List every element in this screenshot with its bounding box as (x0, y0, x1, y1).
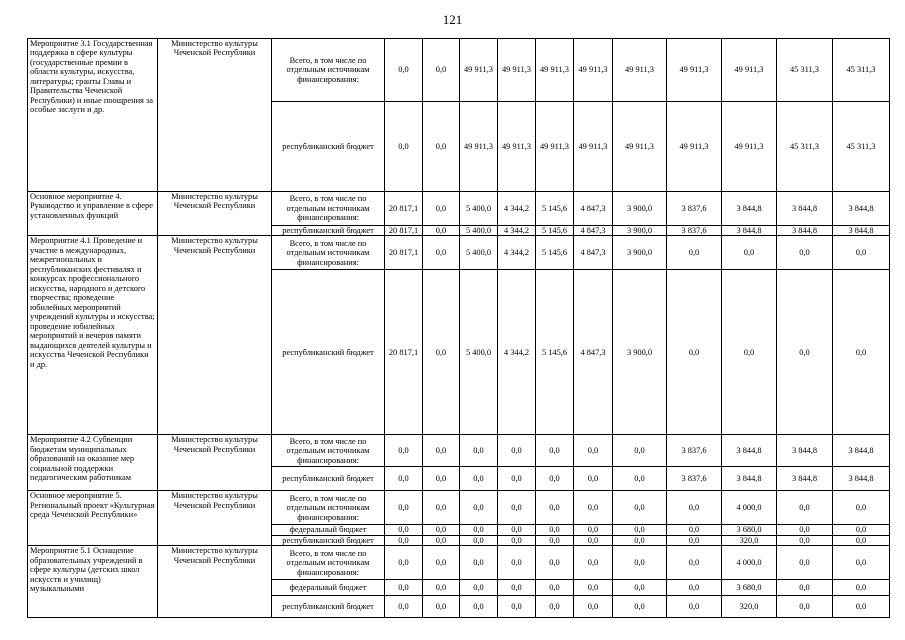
executor-cell: Министерство культуры Чеченской Республики (158, 435, 272, 491)
amount-cell: 0,0 (423, 226, 460, 236)
amount-cell: 49 911,3 (498, 102, 536, 192)
amount-cell: 0,0 (777, 546, 833, 580)
amount-cell: 20 817,1 (385, 236, 423, 270)
amount-cell: 3 844,8 (777, 192, 833, 226)
amount-cell: 5 400,0 (460, 270, 498, 435)
amount-cell: 3 844,8 (777, 226, 833, 236)
amount-cell: 0,0 (385, 546, 423, 580)
funding-source-cell: Всего, в том числе по отдельным источникам финансирования: (272, 546, 385, 580)
amount-cell: 0,0 (460, 596, 498, 618)
amount-cell: 0,0 (777, 270, 833, 435)
amount-cell: 0,0 (613, 546, 667, 580)
amount-cell: 4 000,0 (722, 546, 777, 580)
event-name-cell: Основное мероприятие 5. Региональный проект «Культурная среда Чеченской Республики» (28, 491, 158, 546)
amount-cell: 5 145,6 (536, 236, 574, 270)
amount-cell: 5 145,6 (536, 192, 574, 226)
amount-cell: 0,0 (385, 39, 423, 102)
amount-cell: 0,0 (460, 467, 498, 491)
amount-cell: 0,0 (423, 39, 460, 102)
amount-cell: 49 911,3 (667, 39, 722, 102)
amount-cell: 5 145,6 (536, 226, 574, 236)
amount-cell: 3 837,6 (667, 467, 722, 491)
amount-cell: 3 900,0 (613, 226, 667, 236)
table-row (28, 546, 890, 580)
amount-cell: 0,0 (498, 596, 536, 618)
amount-cell: 0,0 (574, 435, 613, 467)
amount-cell: 0,0 (667, 270, 722, 435)
amount-cell: 49 911,3 (574, 102, 613, 192)
amount-cell: 3 680,0 (722, 525, 777, 535)
executor-cell: Министерство культуры Чеченской Республики (158, 236, 272, 435)
page-number: 121 (442, 12, 463, 27)
funding-source-cell: Всего, в том числе по отдельным источникам финансирования: (272, 192, 385, 226)
amount-cell: 0,0 (777, 236, 833, 270)
funding-source-cell: федеральный бюджет (272, 525, 385, 535)
amount-cell: 20 817,1 (385, 226, 423, 236)
amount-cell: 0,0 (423, 236, 460, 270)
amount-cell: 49 911,3 (667, 102, 722, 192)
amount-cell: 3 844,8 (833, 435, 890, 467)
amount-cell: 4 344,2 (498, 226, 536, 236)
amount-cell: 4 847,3 (574, 226, 613, 236)
amount-cell: 5 400,0 (460, 226, 498, 236)
amount-cell: 49 911,3 (498, 39, 536, 102)
funding-source-cell: республиканский бюджет (272, 467, 385, 491)
budget-table (27, 38, 890, 618)
funding-source-cell: Всего, в том числе по отдельным источникам финансирования: (272, 39, 385, 102)
amount-cell: 0,0 (423, 535, 460, 545)
amount-cell: 3 837,6 (667, 435, 722, 467)
funding-source-cell: республиканский бюджет (272, 596, 385, 618)
amount-cell: 5 400,0 (460, 236, 498, 270)
amount-cell: 0,0 (498, 546, 536, 580)
amount-cell: 0,0 (667, 535, 722, 545)
amount-cell: 0,0 (498, 535, 536, 545)
amount-cell: 4 344,2 (498, 270, 536, 435)
amount-cell: 0,0 (574, 546, 613, 580)
amount-cell: 0,0 (574, 467, 613, 491)
amount-cell: 0,0 (460, 525, 498, 535)
amount-cell: 0,0 (385, 596, 423, 618)
event-name-cell: Основное мероприятие 4. Руководство и управление в сфере установленных функций (28, 192, 158, 236)
amount-cell: 0,0 (833, 491, 890, 525)
amount-cell: 4 344,2 (498, 192, 536, 226)
amount-cell: 0,0 (460, 546, 498, 580)
table-row (28, 435, 890, 467)
amount-cell: 49 911,3 (574, 39, 613, 102)
amount-cell: 0,0 (574, 596, 613, 618)
table-row (28, 491, 890, 525)
amount-cell: 0,0 (667, 580, 722, 596)
amount-cell: 5 400,0 (460, 192, 498, 226)
executor-cell: Министерство культуры Чеченской Республики (158, 39, 272, 192)
amount-cell: 0,0 (460, 491, 498, 525)
amount-cell: 0,0 (423, 491, 460, 525)
amount-cell: 49 911,3 (613, 102, 667, 192)
event-name-cell: Мероприятие 3.1 Государственная поддержка в сфере культуры (государственные премии в области культуры, искусства, литературы; гранты Главы и Правительства Чеченской Республики) и иные поощрения за особые заслуги и др. (28, 39, 158, 192)
amount-cell: 45 311,3 (777, 39, 833, 102)
executor-cell: Министерство культуры Чеченской Республики (158, 546, 272, 618)
funding-source-cell: Всего, в том числе по отдельным источникам финансирования: (272, 236, 385, 270)
amount-cell: 0,0 (385, 435, 423, 467)
amount-cell: 4 000,0 (722, 491, 777, 525)
amount-cell: 0,0 (498, 525, 536, 535)
amount-cell: 0,0 (833, 236, 890, 270)
amount-cell: 4 847,3 (574, 192, 613, 226)
amount-cell: 0,0 (833, 596, 890, 618)
amount-cell: 0,0 (667, 236, 722, 270)
amount-cell: 0,0 (460, 435, 498, 467)
funding-source-cell: республиканский бюджет (272, 270, 385, 435)
amount-cell: 0,0 (460, 535, 498, 545)
funding-source-cell: Всего, в том числе по отдельным источникам финансирования: (272, 435, 385, 467)
amount-cell: 0,0 (498, 491, 536, 525)
amount-cell: 4 344,2 (498, 236, 536, 270)
amount-cell: 0,0 (498, 467, 536, 491)
amount-cell: 49 911,3 (613, 39, 667, 102)
amount-cell: 4 847,3 (574, 236, 613, 270)
event-name-cell: Мероприятие 4.1 Проведение и участие в международных, межрегиональных и республиканских фестивалях и конкурсах профессионального искусства, народного и детского творчества; проведение юбилейных мероприятий учреждений культуры и искусства; проведение юбилейных мероприятий и вечеров памяти выдающихся деятелей культуры и искусства Чеченской Республики и др. (28, 236, 158, 435)
amount-cell: 0,0 (536, 546, 574, 580)
amount-cell: 3 844,8 (722, 435, 777, 467)
amount-cell: 3 680,0 (722, 580, 777, 596)
amount-cell: 0,0 (833, 546, 890, 580)
amount-cell: 0,0 (574, 525, 613, 535)
amount-cell: 20 817,1 (385, 192, 423, 226)
amount-cell: 0,0 (667, 491, 722, 525)
amount-cell: 3 900,0 (613, 192, 667, 226)
amount-cell: 0,0 (613, 467, 667, 491)
amount-cell: 0,0 (423, 192, 460, 226)
amount-cell: 0,0 (423, 102, 460, 192)
amount-cell: 49 911,3 (722, 102, 777, 192)
amount-cell: 4 847,3 (574, 270, 613, 435)
amount-cell: 45 311,3 (777, 102, 833, 192)
amount-cell: 0,0 (574, 491, 613, 525)
amount-cell: 0,0 (777, 580, 833, 596)
amount-cell: 45 311,3 (833, 102, 890, 192)
amount-cell: 0,0 (777, 596, 833, 618)
amount-cell: 0,0 (536, 525, 574, 535)
amount-cell: 49 911,3 (460, 39, 498, 102)
amount-cell: 0,0 (833, 525, 890, 535)
funding-source-cell: федеральный бюджет (272, 580, 385, 596)
amount-cell: 0,0 (777, 491, 833, 525)
amount-cell: 3 844,8 (722, 226, 777, 236)
amount-cell: 3 900,0 (613, 236, 667, 270)
amount-cell: 0,0 (423, 525, 460, 535)
amount-cell: 0,0 (667, 596, 722, 618)
amount-cell: 49 911,3 (460, 102, 498, 192)
amount-cell: 0,0 (460, 580, 498, 596)
amount-cell: 3 844,8 (833, 226, 890, 236)
executor-cell: Министерство культуры Чеченской Республики (158, 192, 272, 236)
amount-cell: 320,0 (722, 535, 777, 545)
amount-cell: 0,0 (667, 546, 722, 580)
table-row (28, 236, 890, 270)
amount-cell: 0,0 (423, 467, 460, 491)
amount-cell: 0,0 (777, 535, 833, 545)
event-name-cell: Мероприятие 5.1 Оснащение образовательных учреждений в сфере культуры (детских школ искусств и училищ) музыкальными (28, 546, 158, 618)
amount-cell: 3 844,8 (722, 192, 777, 226)
funding-source-cell: республиканский бюджет (272, 102, 385, 192)
amount-cell: 0,0 (536, 596, 574, 618)
amount-cell: 0,0 (833, 580, 890, 596)
table-row (28, 192, 890, 226)
amount-cell: 0,0 (385, 580, 423, 596)
amount-cell: 3 844,8 (777, 467, 833, 491)
table-row (28, 39, 890, 102)
amount-cell: 0,0 (833, 270, 890, 435)
amount-cell: 0,0 (574, 535, 613, 545)
amount-cell: 45 311,3 (833, 39, 890, 102)
amount-cell: 49 911,3 (722, 39, 777, 102)
amount-cell: 0,0 (423, 546, 460, 580)
funding-source-cell: республиканский бюджет (272, 535, 385, 545)
amount-cell: 0,0 (613, 491, 667, 525)
amount-cell: 3 844,8 (833, 467, 890, 491)
amount-cell: 0,0 (498, 435, 536, 467)
amount-cell: 0,0 (722, 270, 777, 435)
amount-cell: 0,0 (722, 236, 777, 270)
executor-cell: Министерство культуры Чеченской Республики (158, 491, 272, 546)
amount-cell: 3 844,8 (777, 435, 833, 467)
amount-cell: 0,0 (536, 435, 574, 467)
amount-cell: 0,0 (833, 535, 890, 545)
funding-source-cell: республиканский бюджет (272, 226, 385, 236)
amount-cell: 0,0 (423, 596, 460, 618)
amount-cell: 0,0 (385, 491, 423, 525)
amount-cell: 0,0 (385, 535, 423, 545)
amount-cell: 320,0 (722, 596, 777, 618)
amount-cell: 0,0 (536, 491, 574, 525)
amount-cell: 0,0 (423, 580, 460, 596)
funding-source-cell: Всего, в том числе по отдельным источникам финансирования: (272, 491, 385, 525)
amount-cell: 0,0 (536, 580, 574, 596)
amount-cell: 0,0 (613, 535, 667, 545)
amount-cell: 0,0 (574, 580, 613, 596)
amount-cell: 0,0 (613, 596, 667, 618)
amount-cell: 0,0 (536, 467, 574, 491)
amount-cell: 0,0 (423, 270, 460, 435)
amount-cell: 0,0 (536, 535, 574, 545)
amount-cell: 0,0 (385, 525, 423, 535)
amount-cell: 0,0 (385, 102, 423, 192)
amount-cell: 3 844,8 (833, 192, 890, 226)
amount-cell: 20 817,1 (385, 270, 423, 435)
amount-cell: 0,0 (613, 580, 667, 596)
amount-cell: 0,0 (777, 525, 833, 535)
amount-cell: 0,0 (498, 580, 536, 596)
amount-cell: 0,0 (613, 435, 667, 467)
amount-cell: 3 837,6 (667, 226, 722, 236)
amount-cell: 0,0 (385, 467, 423, 491)
amount-cell: 49 911,3 (536, 39, 574, 102)
amount-cell: 49 911,3 (536, 102, 574, 192)
amount-cell: 0,0 (667, 525, 722, 535)
amount-cell: 0,0 (423, 435, 460, 467)
event-name-cell: Мероприятие 4.2 Субвенции бюджетам муниципальных образований на оказание мер социальной поддержки педагогическим работникам (28, 435, 158, 491)
amount-cell: 3 900,0 (613, 270, 667, 435)
amount-cell: 0,0 (613, 525, 667, 535)
amount-cell: 5 145,6 (536, 270, 574, 435)
amount-cell: 3 837,6 (667, 192, 722, 226)
amount-cell: 3 844,8 (722, 467, 777, 491)
